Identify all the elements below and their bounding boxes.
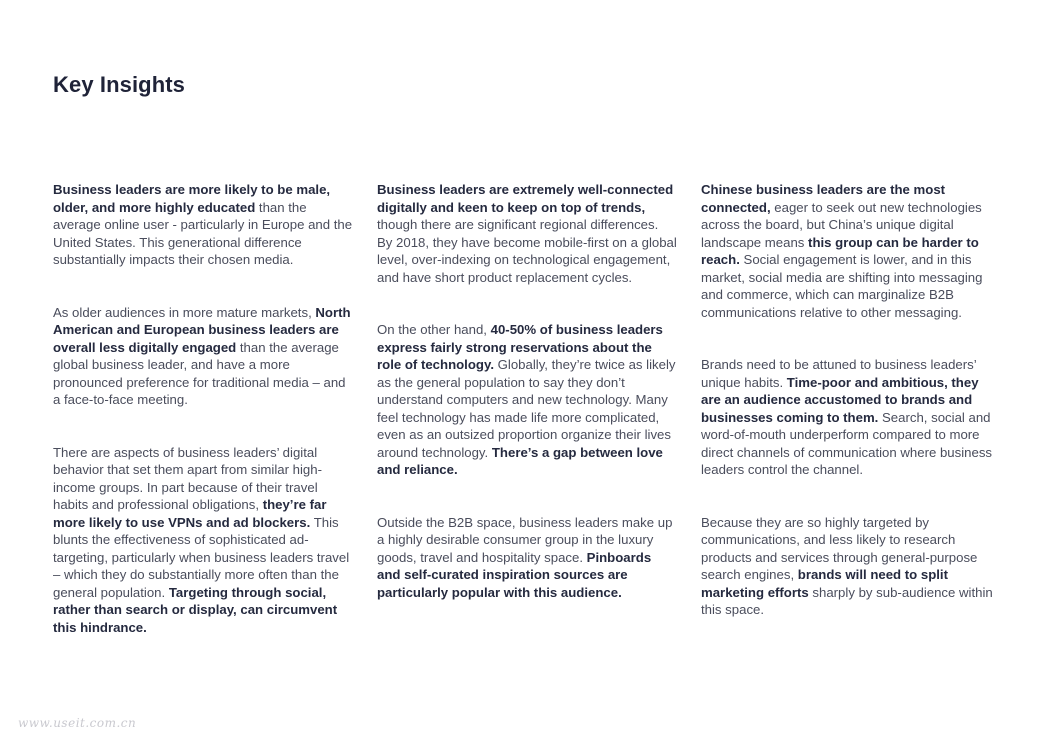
- emphasis-text: Targeting through social, rather than search or display, can circumvent this hindrance.: [53, 584, 338, 635]
- emphasis-text: they’re far more likely to use VPNs and ad blockers.: [53, 497, 327, 530]
- body-text: Brands need to be attuned to business leaders’ unique habits.: [701, 357, 977, 390]
- body-text: On the other hand,: [377, 322, 491, 337]
- insight-paragraph: [701, 181, 1001, 321]
- body-text: Globally, they’re twice as likely as the general population to say they don’t understand computers and new technology. Many feel technology has made life more complicated, even as an outsized proportion organize their lives around technology.: [377, 357, 676, 460]
- insight-paragraph: [701, 514, 1001, 619]
- insights-column-2: [377, 181, 677, 636]
- emphasis-text: Pinboards and self-curated inspiration sources are particularly popular with this audience.: [377, 549, 652, 600]
- watermark: www.useit.com.cn: [18, 716, 137, 730]
- body-text: Because they are so highly targeted by communications, and less likely to research products and services through general-purpose search engines,: [701, 514, 978, 582]
- insight-paragraph: [377, 181, 677, 286]
- emphasis-text: There’s a gap between love and reliance.: [377, 444, 663, 477]
- emphasis-text: this group can be harder to reach.: [701, 234, 979, 267]
- body-text: than the average global business leader, and have a more pronounced preference for traditional media – and a face-to-face meeting.: [53, 339, 346, 407]
- emphasis-text: brands will need to split marketing efforts: [701, 567, 948, 600]
- emphasis-text: Business leaders are more likely to be male, older, and more highly educated: [53, 182, 331, 215]
- body-text: This blunts the effectiveness of sophisticated ad-targeting, particularly when business leaders travel – which they do substantially more often than the general population.: [53, 514, 350, 600]
- body-text: As older audiences in more mature markets,: [53, 304, 316, 320]
- insight-paragraph: [701, 356, 1001, 479]
- emphasis-text: Business leaders are extremely well-connected digitally and keen to keep on top of trends,: [377, 182, 674, 215]
- emphasis-text: 40-50% of business leaders express fairly strong reservations about the role of technology.: [377, 322, 663, 372]
- insights-column-3: [701, 181, 1001, 654]
- page-title: Key Insights: [53, 72, 186, 97]
- insight-paragraph: [53, 304, 353, 409]
- body-text: Search, social and word-of-mouth underperform compared to more direct channels of communication where business leaders control the channel.: [701, 409, 993, 477]
- body-text: though there are significant regional differences. By 2018, they have become mobile-first on a global level, over-indexing on technological engagement, and have short product replacement cycles.: [377, 217, 677, 285]
- body-text: eager to seek out new technologies across the board, but China’s unique digital landscape means: [701, 199, 982, 250]
- body-text: There are aspects of business leaders’ digital behavior that set them apart from similar high-income groups. In part because of their travel habits and professional obligations,: [53, 444, 322, 512]
- body-text: sharply by sub-audience within this space.: [701, 584, 993, 617]
- insight-paragraph: [53, 181, 353, 269]
- body-text: Outside the B2B space, business leaders make up a highly desirable consumer group in the luxury goods, travel and hospitality space.: [377, 514, 673, 565]
- emphasis-text: Time-poor and ambitious, they are an audience accustomed to brands and businesses coming to them.: [701, 374, 979, 425]
- insight-paragraph: [53, 444, 353, 637]
- emphasis-text: North American and European business leaders are overall less digitally engaged: [53, 304, 351, 355]
- emphasis-text: Chinese business leaders are the most connected,: [701, 182, 946, 215]
- insight-paragraph: [377, 321, 677, 479]
- insight-paragraph: [377, 514, 677, 602]
- body-text: Social engagement is lower, and in this market, social media are shifting into messaging and commerce, which can marginalize B2B communications relative to other messaging.: [701, 252, 983, 320]
- body-text: than the average online user - particularly in Europe and the United States. This generational difference substantially impacts their chosen media.: [53, 199, 353, 267]
- insights-column-1: [53, 181, 353, 671]
